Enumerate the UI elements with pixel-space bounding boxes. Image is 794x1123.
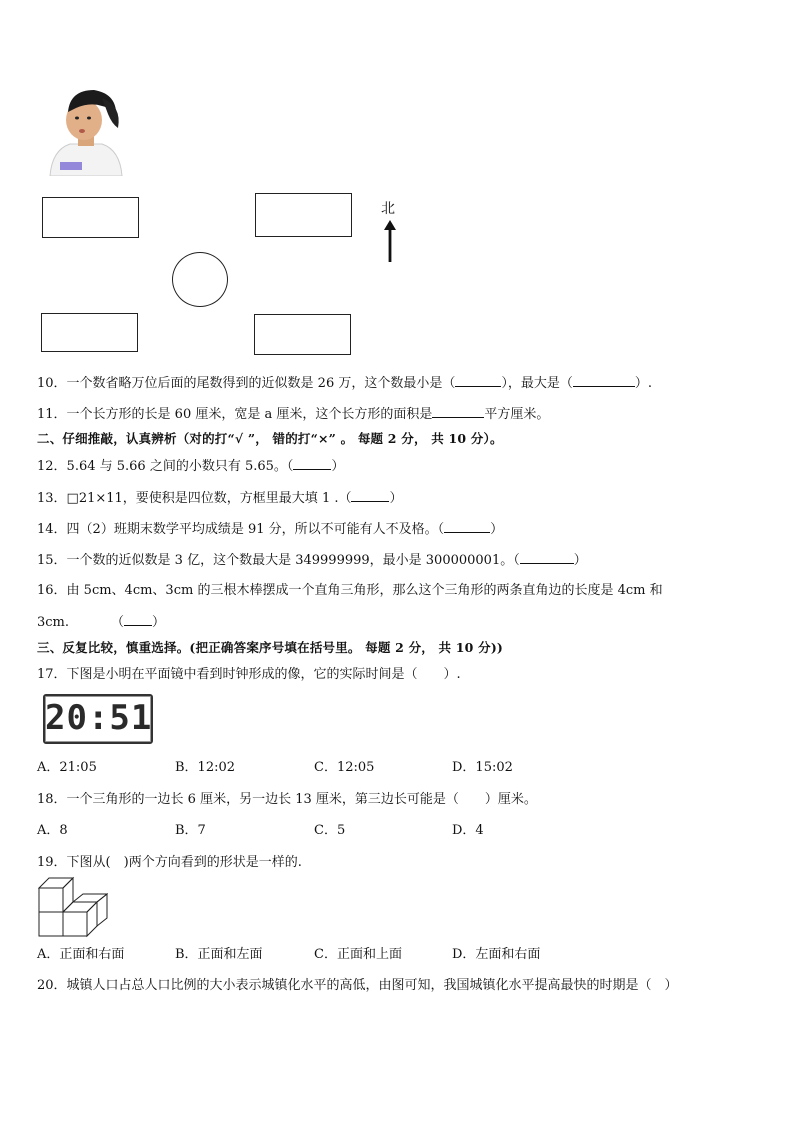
section-2-heading: 二、仔细推敲，认真辨析（对的打“√ ”， 错的打“×” 。 每题 2 分， 共 10 分）。	[37, 431, 503, 446]
question-14: 14．四（2）班期末数学平均成绩是 91 分，所以不可能有人不及格。（ ）	[37, 522, 504, 537]
north-arrow-icon	[383, 220, 397, 262]
answer-blank[interactable]	[351, 489, 389, 502]
answer-blank[interactable]	[520, 551, 574, 564]
question-13: 13．□21×11，要使积是四位数，方框里最大填 1 .（ ）	[37, 491, 403, 506]
map-box-top-left	[42, 197, 139, 238]
map-box-bottom-left	[41, 313, 138, 352]
question-16-continued: 3cm. （ ）	[37, 615, 166, 630]
option-b[interactable]: B．正面和左面	[175, 947, 263, 962]
option-d[interactable]: D．左面和右面	[452, 947, 541, 962]
question-19: 19．下图从( )两个方向看到的形状是一样的.	[37, 855, 302, 870]
answer-blank[interactable]	[573, 374, 635, 387]
question-18: 18．一个三角形的一边长 6 厘米，另一边长 13 厘米，第三边长可能是（ ）厘米。	[37, 792, 537, 807]
question-15: 15．一个数的近似数是 3 亿，这个数最大是 349999999，最小是 300000001。（ ）	[37, 553, 587, 568]
option-d[interactable]: D．4	[452, 823, 484, 838]
answer-blank[interactable]	[455, 374, 501, 387]
section-3-heading: 三、反复比较，慎重选择。(把正确答案序号填在括号里。 每题 2 分， 共 10 分))	[37, 640, 504, 655]
cube-stack-figure	[38, 876, 108, 940]
option-a[interactable]: A．8	[37, 823, 68, 838]
child-photo	[46, 84, 126, 176]
option-d[interactable]: D．15:02	[452, 760, 513, 775]
answer-blank[interactable]	[444, 520, 490, 533]
map-box-top-right	[255, 193, 352, 237]
option-b[interactable]: B．12:02	[175, 760, 236, 775]
option-c[interactable]: C．正面和上面	[314, 947, 402, 962]
answer-blank[interactable]	[293, 457, 331, 470]
option-c[interactable]: C．5	[314, 823, 346, 838]
map-center-circle	[172, 252, 228, 307]
option-a[interactable]: A．21:05	[37, 760, 97, 775]
question-16: 16．由 5cm、4cm、3cm 的三根木棒摆成一个直角三角形，那么这个三角形的两条直角边的长度是 4cm 和	[37, 583, 663, 598]
option-c[interactable]: C．12:05	[314, 760, 375, 775]
mirror-clock-display	[43, 694, 153, 744]
north-label: 北	[381, 201, 395, 217]
clock-digits: 20:51	[45, 698, 153, 738]
question-17: 17．下图是小明在平面镜中看到时钟形成的像，它的实际时间是（ ）.	[37, 667, 461, 682]
option-a[interactable]: A．正面和右面	[37, 947, 125, 962]
answer-blank[interactable]	[432, 405, 484, 418]
question-10: 10．一个数省略万位后面的尾数得到的近似数是 26 万，这个数最小是（ ），最大是（ ）.	[37, 376, 653, 391]
question-12: 12．5.64 与 5.66 之间的小数只有 5.65。（ ）	[37, 459, 345, 474]
question-20: 20．城镇人口占总人口比例的大小表示城镇化水平的高低，由图可知，我国城镇化水平提高最快的时期是（ ）	[37, 978, 678, 993]
map-box-bottom-right	[254, 314, 351, 355]
answer-blank[interactable]	[124, 613, 152, 626]
question-11: 11．一个长方形的长是 60 厘米，宽是 a 厘米，这个长方形的面积是 平方厘米。	[37, 407, 550, 422]
option-b[interactable]: B．7	[175, 823, 206, 838]
